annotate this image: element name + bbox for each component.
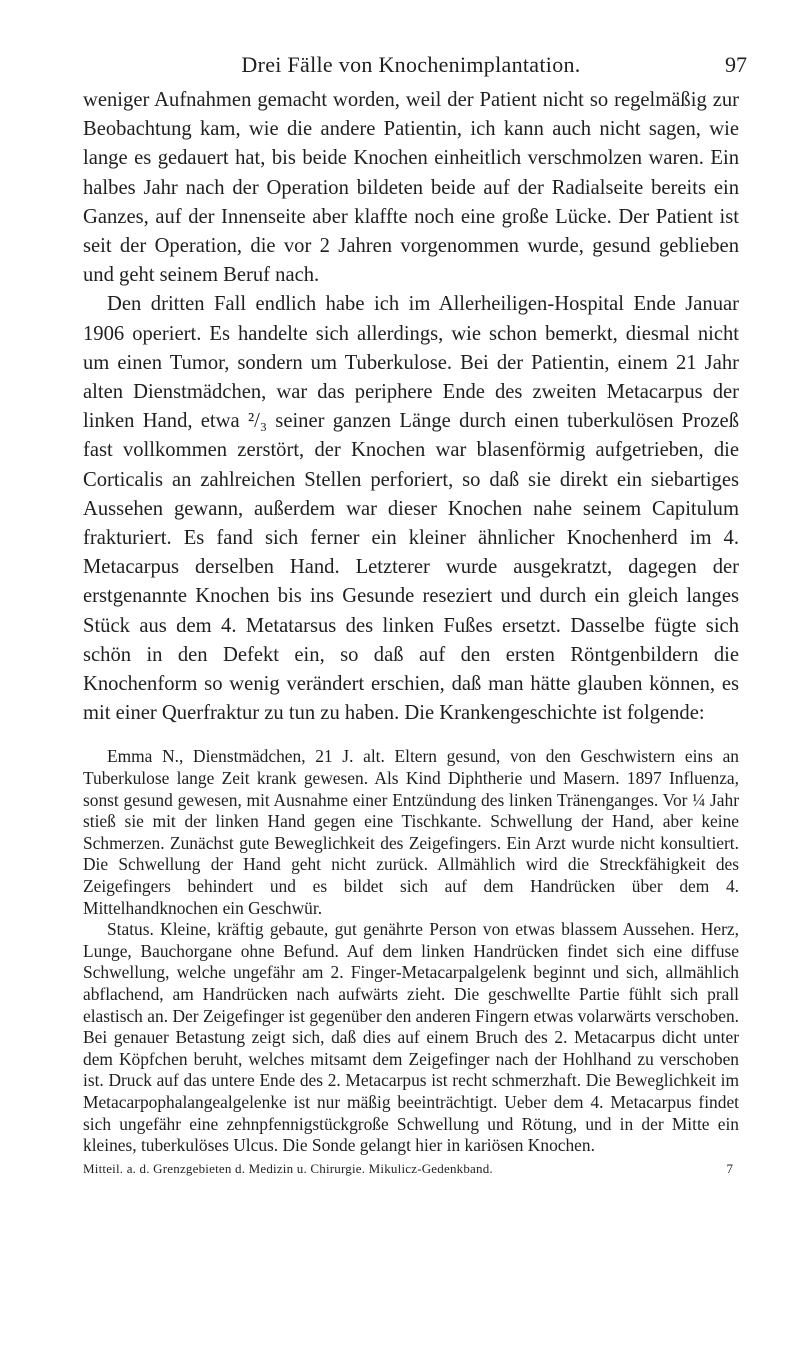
case-paragraph-anamnesis: Emma N., Dienstmädchen, 21 J. alt. Eltern gesund, von den Geschwistern eins an Tuberkulose lange Zeit krank gewesen. Als Kind Diphtherie und Masern. 1897 Influenza, sonst gesund gewesen, mit Ausnahme einer Entzündung des linken Tränenganges. Vor ¼ Jahr stieß sie mit der linken Hand gegen eine Tischkante. Schwellung der Hand, aber keine Schmerzen. Zunächst gute Beweglichkeit des Zeigefingers. Ein Arzt wurde nicht konsultiert. Die Schwellung der Hand geht nicht zurück. Allmählich wird die Streckfähigkeit des Zeigefingers behindert und es bildet sich auf dem Handrücken über dem 4. Mittelhandknochen ein Geschwür. xyxy=(83,746,739,918)
page-number: 97 xyxy=(725,52,747,77)
main-text xyxy=(83,86,739,728)
running-title: Drei Fälle von Knochenimplantation. xyxy=(241,52,581,77)
body-paragraph-2: Den dritten Fall endlich habe ich im Allerheiligen-Hospital Ende Januar 1906 operiert. Es handelte sich allerdings, wie schon bemerkt, diesmal nicht um einen Tumor, sondern um Tuberkulose. Bei der Patientin, einem 21 Jahr alten Dienstmädchen, war das periphere Ende des zweiten Metacarpus der linken Hand, etwa ²/₃ seiner ganzen Länge durch einen tuberkulösen Prozeß fast vollkommen zerstört, der Knochen war blasenförmig aufgetrieben, die Corticalis an zahlreichen Stellen perforiert, so daß sie direkt ein siebartiges Aussehen gewann, außerdem war dieser Knochen nahe seinem Capitulum frakturiert. Es fand sich ferner ein kleiner ähnlicher Knochenherd im 4. Metacarpus derselben Hand. Letzterer wurde ausgekratzt, dagegen der erstgenannte Knochen bis ins Gesunde reseziert und durch ein gleich langes Stück aus dem 4. Metatarsus des linken Fußes ersetzt. Dasselbe fügte sich schön in den Defekt ein, so daß auf den ersten Röntgenbildern die Knochenform so wenig verändert erschien, daß man hätte glauben können, es mit einer Querfraktur zu tun zu haben. Die Krankengeschichte ist folgende: xyxy=(83,293,739,725)
sheet-signature: 7 xyxy=(726,1160,733,1176)
document-page xyxy=(83,52,747,1181)
footer-source: Mitteil. a. d. Grenzgebieten d. Medizin u. Chirurgie. Mikulicz-Gedenkband. xyxy=(83,1160,493,1176)
page-footer xyxy=(83,1161,739,1181)
case-history xyxy=(83,746,739,1156)
body-paragraph-1: weniger Aufnahmen gemacht worden, weil der Patient nicht so regelmäßig zur Beobachtung kam, wie die andere Patientin, ich kann auch nicht sagen, wie lange es gedauert hat, bis beide Knochen einheitlich verschmolzen waren. Ein halbes Jahr nach der Operation bildeten beide auf der Radialseite bereits ein Ganzes, auf der Innenseite aber klaffte noch eine große Lücke. Der Patient ist seit der Operation, die vor 2 Jahren vorgenommen wurde, gesund geblieben und geht seinem Beruf nach. xyxy=(83,89,739,287)
running-header xyxy=(83,52,747,86)
case-paragraph-status: Status. Kleine, kräftig gebaute, gut genährte Person von etwas blassem Aussehen. Herz, Lunge, Bauchorgane ohne Befund. Auf dem linken Handrücken findet sich eine diffuse Schwellung, welche ungefähr am 2. Finger-Metacarpalgelenk beginnt und sich, allmählich abflachend, am Handrücken nach aufwärts zieht. Die geschwellte Partie fühlt sich prall elastisch an. Der Zeigefinger ist gegenüber den anderen Fingern etwas volarwärts verschoben. Bei genauer Betastung zeigt sich, daß dies auf einem Bruch des 2. Metacarpus dicht unter dem Köpfchen beruht, welches mitsamt dem Zeigefinger nach der Hohlhand zu verschoben ist. Druck auf das untere Ende des 2. Metacarpus ist recht schmerzhaft. Die Beweglichkeit im Metacarpophalangealgelenke ist nur mäßig beeinträchtigt. Ueber dem 4. Metacarpus findet sich ungefähr eine zehnpfennigstückgroße Schwellung und Rötung, und in der Mitte ein kleines, tuberkulöses Ulcus. Die Sonde gelangt hier in kariösen Knochen. xyxy=(83,919,739,1156)
